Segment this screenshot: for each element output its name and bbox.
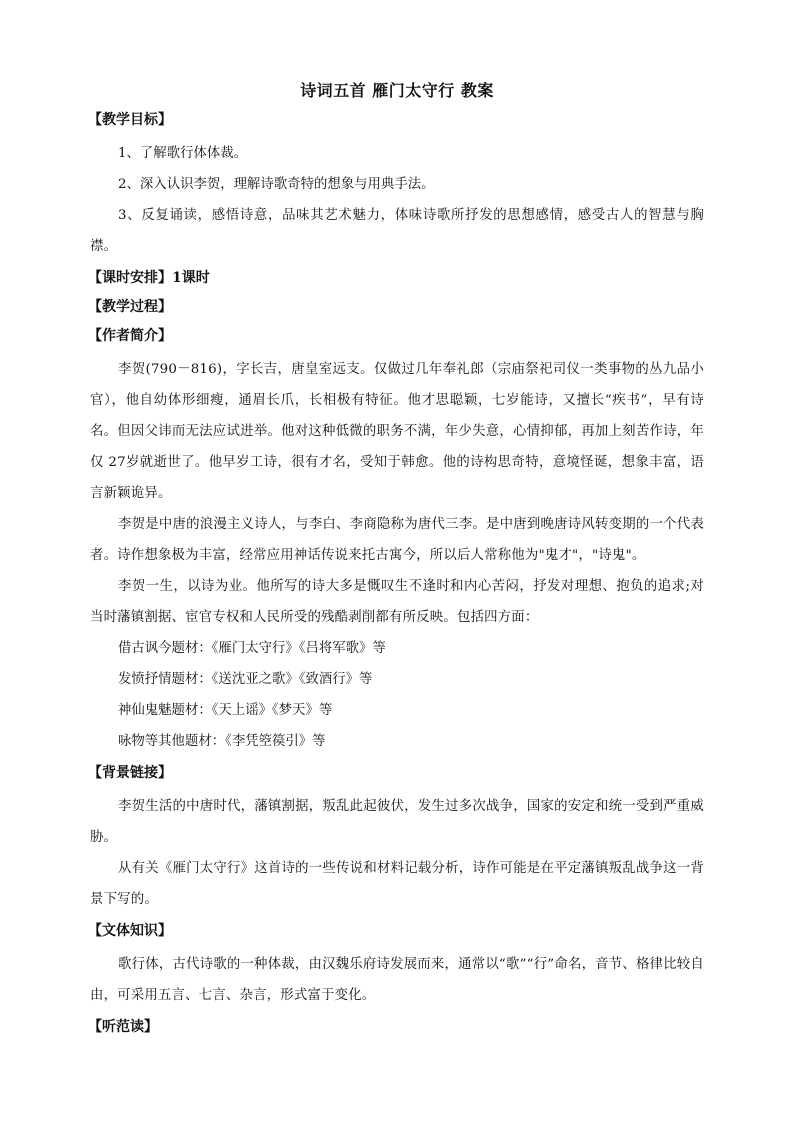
background-paragraph-1: 李贺生活的中唐时代，藩镇割据，叛乱此起彼伏，发生过多次战争，国家的安定和统一受到严重威胁。 — [90, 799, 704, 845]
heading-genre: 【文体知识】 — [88, 923, 172, 939]
heading-teaching-goals: 【教学目标】 — [88, 112, 172, 128]
author-paragraph-3: 李贺一生，以诗为业。他所写的诗大多是慨叹生不逢时和内心苦闷，抒发对理想、抱负的追求;对当时藩镇割据、宦官专权和人民所受的残酷剥削都有所反映。包括四方面： — [90, 579, 704, 625]
theme-item-2: 发愤抒情题材：《送沈亚之歌》《致酒行》等 — [118, 672, 373, 687]
heading-author-intro: 【作者简介】 — [88, 328, 172, 344]
background-paragraph-2: 从有关《雁门太守行》这首诗的一些传说和材料记载分析，诗作可能是在平定藩镇叛乱战争这一背景下写的。 — [90, 861, 704, 907]
author-paragraph-2: 李贺是中唐的浪漫主义诗人，与李白、李商隐称为唐代三李。是中唐到晚唐诗风转变期的一个代表者。诗作想象极为丰富，经常应用神话传说来托古寓今，所以后人常称他为"鬼才"，"诗鬼"。 — [90, 517, 704, 563]
document-page — [90, 72, 704, 1045]
heading-listen-reading: 【听范读】 — [88, 1019, 158, 1035]
genre-paragraph-1: 歌行体，古代诗歌的一种体裁，由汉魏乐府诗发展而来，通常以“歌”“行”命名，音节、格律比较自由，可采用五言、七言、杂言，形式富于变化。 — [90, 957, 704, 1003]
goal-item-1: 1、了解歌行体体裁。 — [118, 146, 248, 161]
heading-background: 【背景链接】 — [88, 765, 172, 781]
author-paragraph-1: 李贺(790－816)，字长吉，唐皇室远支。仅做过几年奉礼郎（宗庙祭祀司仪一类事物的丛九品小官），他自幼体形细瘦，通眉长爪，长相极有特征。他才思聪颖，七岁能诗，又擅长“疾书”，早有诗名。但因父讳而无法应试进举。他对这种低微的职务不满，年少失意，心情抑郁，再加上刻苦作诗，年仅 27岁就逝世了。他早岁工诗，很有才名，受知于韩愈。他的诗构思奇特，意境怪诞，想象丰富，语言新颖诡异。 — [90, 362, 704, 501]
goal-item-3: 3、反复诵读，感悟诗意，品味其艺术魅力，体味诗歌所抒发的思想感情，感受古人的智慧与胸襟。 — [90, 208, 704, 254]
goal-item-2: 2、深入认识李贺，理解诗歌奇特的想象与用典手法。 — [118, 177, 435, 192]
theme-item-4: 咏物等其他题材：《李凭箜篌引》等 — [118, 734, 326, 749]
theme-item-3: 神仙鬼魅题材：《天上谣》《梦天》等 — [118, 703, 333, 718]
document-title: 诗词五首 雁门太守行 教案 — [300, 81, 494, 100]
heading-process: 【教学过程】 — [88, 299, 172, 315]
heading-schedule: 【课时安排】1课时 — [88, 270, 210, 286]
theme-item-1: 借古讽今题材：《雁门太守行》《吕将军歌》等 — [118, 641, 386, 656]
